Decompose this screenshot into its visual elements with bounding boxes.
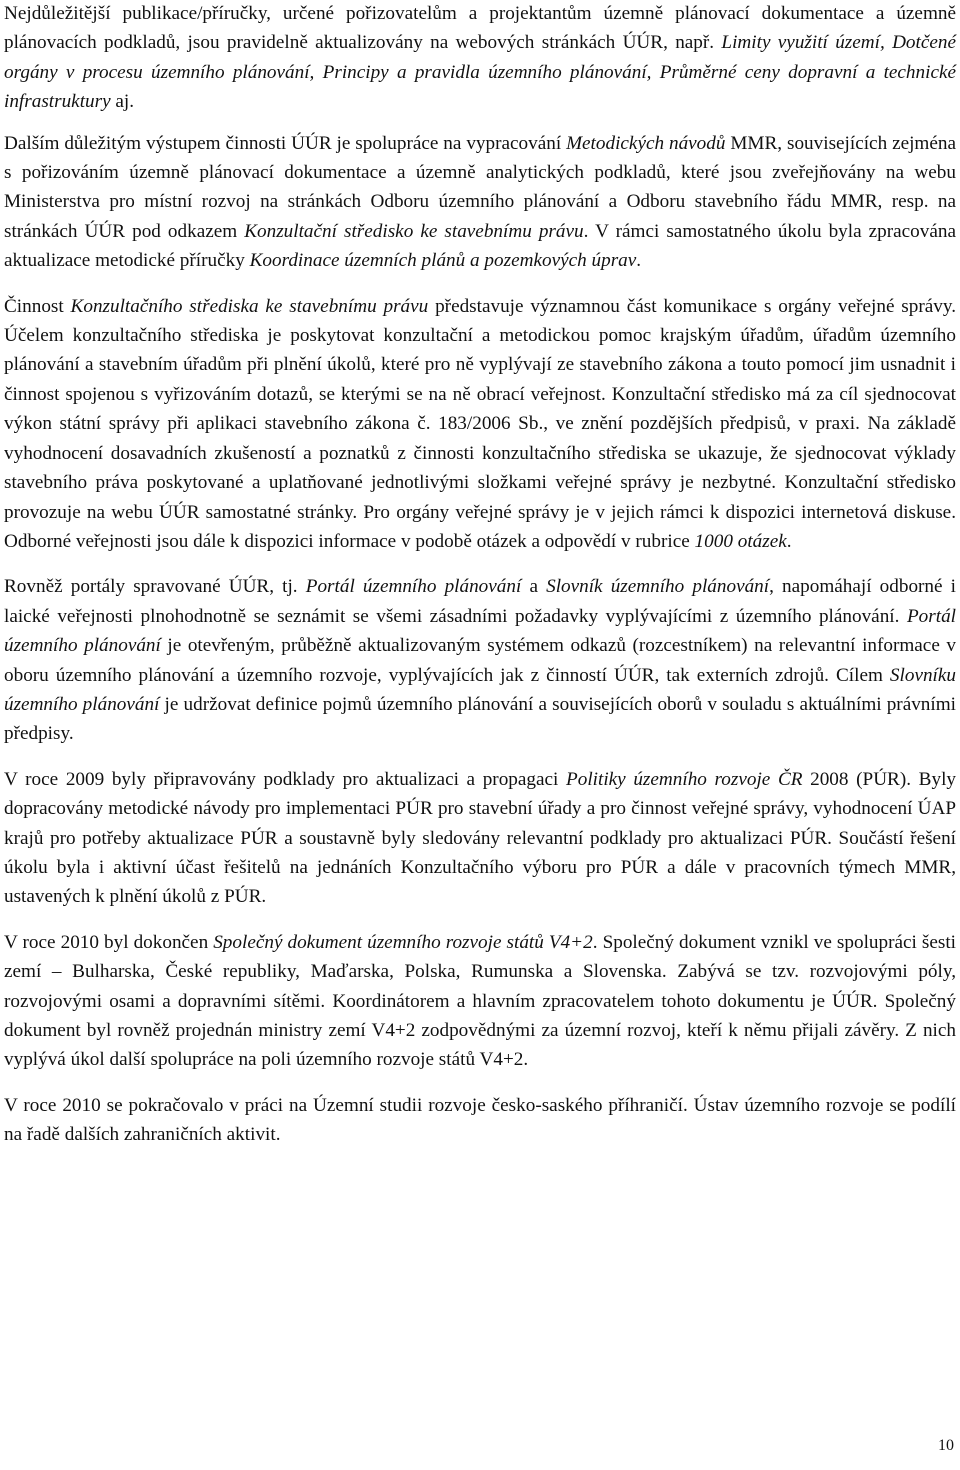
text-run: představuje významnou část komunikace s orgány veřejné správy. Účelem konzultačního střediska je poskytovat konzultační a metodickou pomoc krajským úřadům, úřadům územního plánování a stavebním úřadům při plnění úkolů, které pro ně vyplývají ze stavebního zákona a touto pomocí jim usnadnit i činnost spojenou s vyřizováním dotazů, se kterými se na ně obrací veřejnost. Konzultační středisko má za cíl sjednocovat výkon státní správy při aplikaci stavebního zákona č. 183/2006 Sb., ve znění pozdějších předpisů, v praxi. Na základě vyhodnocení dosavadních zkušeností a poznatků z činnosti konzultačního střediska se ukazuje, že sjednocovat výklady stavebního práva poskytované a uplatňované jednotlivými složkami veřejné správy je nezbytné. Konzultační středisko provozuje na webu ÚÚR samostatné stránky. Pro orgány veřejné správy je v jejich rámci k dispozici internetová diskuse. Odborné veřejnosti jsou dále k dispozici informace v podobě otázek a odpovědí v rubrice <box>4 295 956 552</box>
italic-text-run: Metodických návodů <box>566 132 726 154</box>
paragraph-p2 <box>4 129 956 276</box>
italic-text-run: Společný dokument územního rozvoje států V4+2 <box>213 931 593 953</box>
page-number: 10 <box>938 1437 954 1454</box>
italic-text-run: Slovník územního plánování <box>546 576 770 598</box>
text-run: aj. <box>110 91 135 113</box>
italic-text-run: Portál územního plánování <box>305 576 522 598</box>
document-page <box>4 0 956 1166</box>
text-run: V roce 2010 se pokračovalo v práci na Územní studii rozvoje česko-saského příhraničí. Ústav územního rozvoje se podílí na řadě dalších zahraničních aktivit. <box>4 1094 956 1146</box>
text-run: 2008 (PÚR). Byly dopracovány metodické návody pro implementaci PÚR pro stavební úřady a pro činnost veřejné správy, vyhodnocení ÚAP krajů pro potřeby aktualizace PÚR a soustavně byly sledovány relevantní podklady pro aktualizaci PÚR. Součástí řešení úkolu byla i aktivní účast řešitelů na jednáních Konzultačního výboru pro PÚR a dále v pracovních týmech MMR, ustavených k plnění úkolů z PÚR. <box>4 768 956 908</box>
text-run: Dalším důležitým výstupem činnosti ÚÚR je spolupráce na vypracování <box>4 132 567 154</box>
text-run: . V rámci samostatného úkolu byla zpracována aktualizace metodické příručky <box>4 220 956 272</box>
italic-text-run: Politiky územního rozvoje ČR <box>566 768 803 790</box>
document-body <box>4 0 956 1150</box>
italic-text-run: Konzultačního střediska ke stavebnímu právu <box>70 295 429 317</box>
italic-text-run: Koordinace územních plánů a pozemkových úprav <box>249 250 637 272</box>
text-run: Nejdůležitější publikace/příručky, určené pořizovatelům a projektantům územně plánovací dokumentace a územně plánovacích podkladů, jsou pravidelně aktualizovány na webových stránkách ÚÚR, např. <box>4 3 956 54</box>
paragraph-p1 <box>4 0 956 117</box>
text-run: je udržovat definice pojmů územního plánování a souvisejících oborů v souladu s aktuálními právními předpisy. <box>4 693 956 745</box>
paragraph-p6 <box>4 928 956 1075</box>
text-run: a <box>521 576 547 598</box>
text-run: V roce 2009 byly připravovány podklady pro aktualizaci a propagaci <box>4 768 567 790</box>
paragraph-p4 <box>4 572 956 748</box>
italic-text-run: Konzultační středisko ke stavebnímu právu <box>244 220 584 242</box>
text-run: V roce 2010 byl dokončen <box>4 931 214 953</box>
text-run: MMR, souvisejících zejména s pořizováním územně plánovací dokumentace a územně analytických podkladů, které jsou zveřejňovány na webu Ministerstva pro místní rozvoj na stránkách Odboru územního plánování a Odboru stavebního řádu MMR, resp. na stránkách ÚÚR pod odkazem <box>4 132 956 242</box>
italic-text-run: Limity využití území, Dotčené orgány v procesu územního plánování, Principy a pravidla územního plánování, Průměrné ceny dopravní a technické infrastruktury <box>4 32 957 113</box>
italic-text-run: 1000 otázek <box>694 530 787 552</box>
text-run: , napomáhají odborné i laické veřejnosti plnohodnotně se seznámit se všemi zásadními požadavky vyplývajícími z územního plánování. <box>4 576 956 627</box>
text-run: . <box>636 250 642 272</box>
italic-text-run: Portál územního plánování <box>4 605 956 657</box>
text-run: Činnost <box>4 295 71 317</box>
paragraph-p3 <box>4 292 956 557</box>
italic-text-run: Slovníku územního plánování <box>4 664 956 715</box>
text-run: . Společný dokument vznikl ve spolupráci šesti zemí – Bulharska, České republiky, Maďarska, Polska, Rumunska a Slovenska. Zabývá se tzv. rozvojovými póly, rozvojovými osami a dopravními sítěmi. Koordinátorem a hlavním zpracovatelem tohoto dokumentu je ÚÚR. Společný dokument byl rovněž projednán ministry zemí V4+2 zodpovědnými za územní rozvoj, kteří k němu přijali závěry. Z nich vyplývá úkol další spolupráce na poli územního rozvoje států V4+2. <box>4 931 957 1071</box>
text-run: je otevřeným, průběžně aktualizovaným systémem odkazů (rozcestníkem) na relevantní informace v oboru územního plánování a územního rozvoje, vyplývajících jak z činností ÚÚR, tak externích zdrojů. Cílem <box>4 635 956 686</box>
text-run: Rovněž portály spravované ÚÚR, tj. <box>4 576 306 598</box>
text-run: . <box>786 530 792 552</box>
paragraph-p7 <box>4 1091 956 1150</box>
paragraph-p5 <box>4 765 956 912</box>
